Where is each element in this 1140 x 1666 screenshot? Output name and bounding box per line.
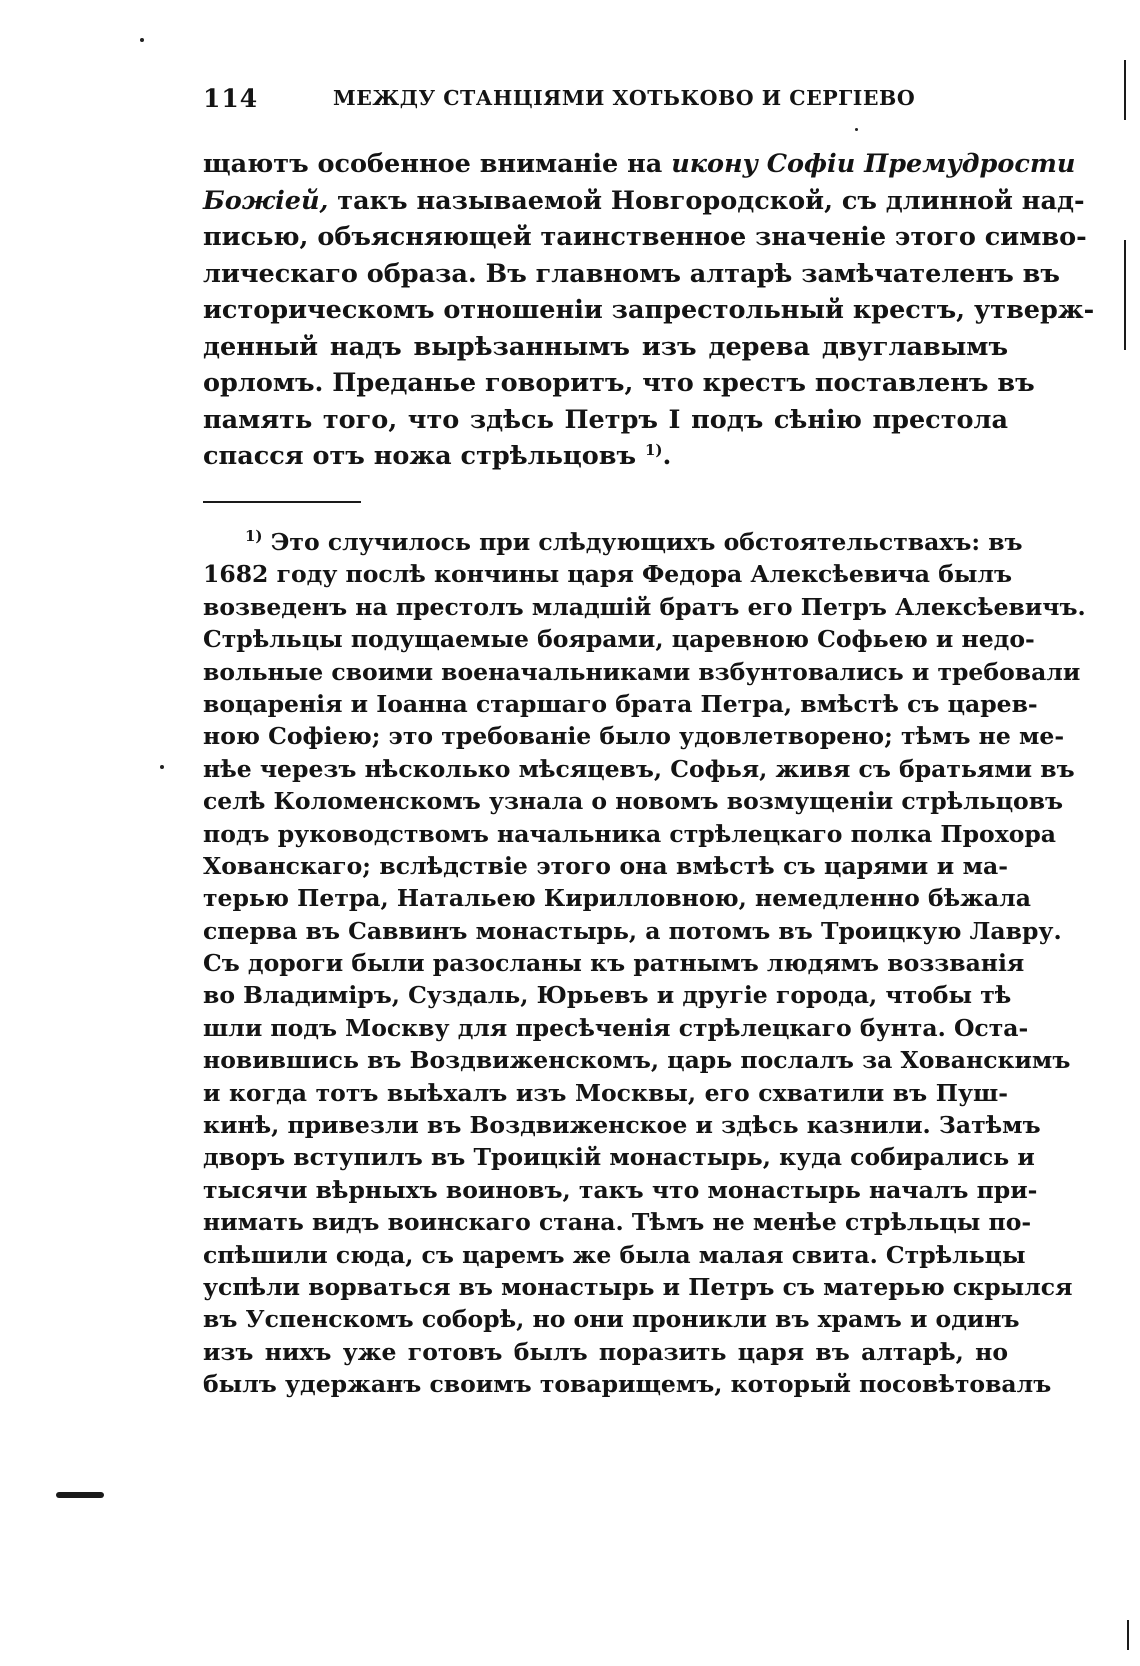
- footnote-line: въ Успенскомъ соборѣ, но они проникли въ храмъ и одинъ: [203, 1305, 1020, 1334]
- footnote-separator: [203, 501, 361, 503]
- footnote-line: во Владиміръ, Суздаль, Юрьевъ и другіе города, чтобы тѣ: [203, 981, 1012, 1010]
- footnote-line: селѣ Коломенскомъ узнала о новомъ возмущеніи стрѣльцовъ: [203, 787, 1064, 816]
- main-paragraph: [203, 146, 1095, 475]
- main-last-text: спасся отъ ножа стрѣльцовъ: [203, 441, 645, 471]
- footnote-reference[interactable]: 1): [644, 441, 663, 459]
- main-line: орломъ. Преданье говоритъ, что крестъ поставленъ въ: [203, 368, 1035, 398]
- main-line-last: [203, 438, 1008, 475]
- main-line-1: [203, 146, 1076, 183]
- main-line-1-italic: икону Софіи Премудрости: [671, 149, 1076, 179]
- footnote-line: тысячи вѣрныхъ воиновъ, такъ что монастырь началъ при-: [203, 1175, 1038, 1204]
- page-number: 114: [203, 84, 259, 113]
- page-header: [203, 84, 1003, 124]
- scan-edge-line: [1124, 240, 1126, 350]
- footnote-line: новившись въ Воздвиженскомъ, царь послалъ за Хованскимъ: [203, 1046, 1071, 1075]
- footnote-line: былъ удержанъ своимъ товарищемъ, который посовѣтовалъ: [203, 1370, 1052, 1399]
- footnote-line: Съ дороги были разосланы къ ратнымъ людямъ воззванія: [203, 949, 1025, 978]
- main-last-end: .: [662, 441, 672, 471]
- footnote-first-text: Это случилось при слѣдующихъ обстоятельствахъ: въ: [262, 528, 1023, 556]
- footnote-line: изъ нихъ уже готовъ былъ поразить царя въ алтарѣ, но: [203, 1337, 1008, 1366]
- footnote-line: ною Софіею; это требованіе было удовлетворено; тѣмъ не ме-: [203, 722, 1065, 751]
- footnote-marker: 1): [245, 527, 263, 545]
- main-line: писью, объясняющей таинственное значеніе этого симво-: [203, 222, 1087, 252]
- scan-speck: [140, 38, 144, 42]
- main-line-1-text: щаютъ особенное вниманіе на: [203, 149, 672, 179]
- main-line-2-italic: Божіей,: [203, 185, 329, 216]
- footnote-line: подъ руководствомъ начальника стрѣлецкаго полка Прохора: [203, 819, 1057, 848]
- main-line: память того, что здѣсь Петръ I подъ сѣнію престола: [203, 404, 1008, 435]
- footnote-line: и когда тотъ выѣхалъ изъ Москвы, его схватили въ Пуш-: [203, 1078, 1008, 1107]
- footnote-line: Стрѣльцы подущаемые боярами, царевною Софьею и недо-: [203, 625, 1035, 654]
- main-line: денный надъ вырѣзаннымъ изъ дерева двуглавымъ: [203, 331, 1008, 362]
- footnote-line: сперва въ Саввинъ монастырь, а потомъ въ Троицкую Лавру.: [203, 916, 1062, 945]
- scan-edge-line: [1124, 60, 1126, 120]
- footnote-line: терью Петра, Натальею Кирилловною, немедленно бѣжала: [203, 884, 1031, 913]
- footnote-line: Хованскаго; вслѣдствіе этого она вмѣстѣ съ царями и ма-: [203, 851, 1008, 880]
- footnote-line: спѣшили сюда, съ царемъ же была малая свита. Стрѣльцы: [203, 1240, 1026, 1269]
- footnote-line: возведенъ на престолъ младшій братъ его Петръ Алексѣевичъ.: [203, 592, 1086, 621]
- running-title: МЕЖДУ СТАНЦІЯМИ ХОТЬКОВО И СЕРГІЕВО: [333, 86, 916, 110]
- footnote-line: вольные своими военачальниками взбунтовались и требовали: [203, 657, 1081, 686]
- main-line-2-text: такъ называемой Новгородской, съ длинной над-: [328, 185, 1085, 216]
- footnote-line: воцаренія и Іоанна старшаго брата Петра, вмѣстѣ съ царев-: [203, 689, 1038, 718]
- main-line: историческомъ отношеніи запрестольный крестъ, утверж-: [203, 295, 1095, 325]
- footnote-line-1: [203, 526, 1023, 558]
- main-line: лическаго образа. Въ главномъ алтарѣ замѣчателенъ въ: [203, 258, 1060, 289]
- footnote-line: шли подъ Москву для пресѣченія стрѣлецкаго бунта. Оста-: [203, 1013, 1029, 1042]
- scan-speck: [855, 128, 858, 131]
- main-line-2: [203, 183, 1085, 220]
- scan-edge-line: [1127, 1620, 1129, 1650]
- footnote-line: успѣли ворваться въ монастырь и Петръ съ матерью скрылся: [203, 1272, 1073, 1301]
- footnote-line: нимать видъ воинскаго стана. Тѣмъ не менѣе стрѣльцы по-: [203, 1208, 1032, 1237]
- scan-artifact-mark: [56, 1492, 104, 1498]
- footnote-line: кинѣ, привезли въ Воздвиженское и здѣсь казнили. Затѣмъ: [203, 1111, 1041, 1140]
- footnote-line: нѣе черезъ нѣсколько мѣсяцевъ, Софья, живя съ братьями въ: [203, 754, 1075, 783]
- footnote-line: дворъ вступилъ въ Троицкій монастырь, куда собирались и: [203, 1143, 1035, 1172]
- footnote: [203, 526, 1086, 1401]
- scan-speck: [160, 765, 164, 769]
- footnote-line: 1682 году послѣ кончины царя Федора Алексѣевича былъ: [203, 560, 1013, 589]
